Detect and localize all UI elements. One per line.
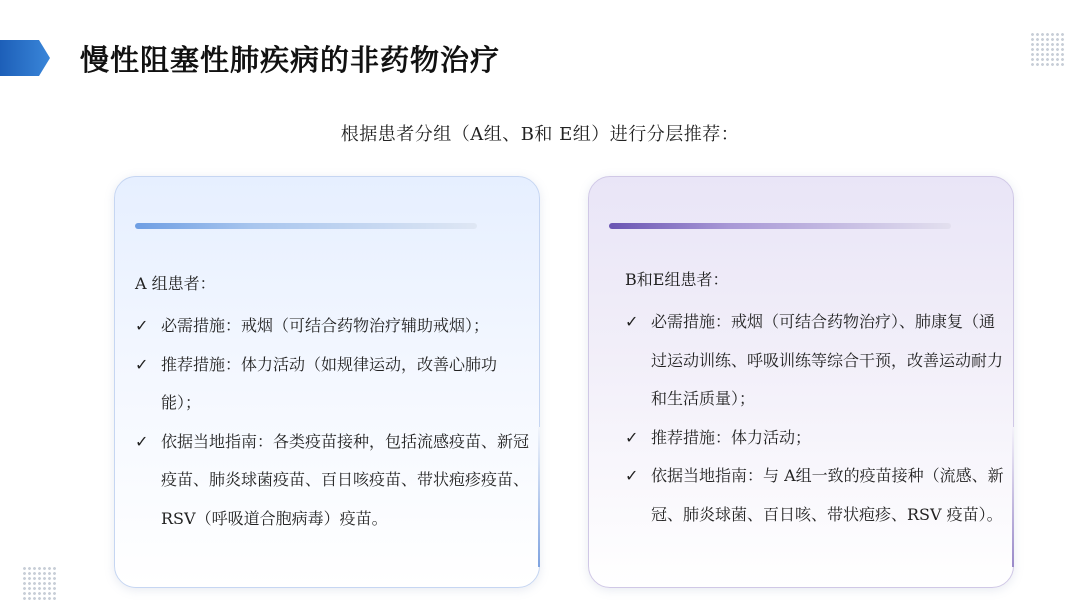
list-item — [135, 423, 535, 539]
list-item-text: 推荐措施：体力活动（如规律运动，改善心肺功能）； — [161, 354, 498, 412]
list-item — [625, 303, 1005, 419]
subtitle: 根据患者分组（A组、B和 E组）进行分层推荐： — [340, 124, 740, 145]
check-icon: ✓ — [135, 316, 149, 335]
check-icon: ✓ — [625, 466, 639, 485]
accent-bar — [135, 223, 477, 229]
dot-grid-decoration — [22, 566, 56, 600]
list-item — [625, 419, 1005, 458]
recommendation-list — [625, 303, 1005, 534]
card-heading: B和E组患者： — [625, 270, 729, 289]
list-item-text: 推荐措施：体力活动； — [651, 427, 812, 447]
title-marker — [0, 40, 50, 76]
group-be-card — [588, 176, 1014, 588]
group-a-card — [114, 176, 540, 588]
list-item-text: 依据当地指南：与 A组一致的疫苗接种（流感、新冠、肺炎球菌、百日咳、带状疱疹、RSV 疫苗）。 — [651, 466, 1004, 524]
list-item-text: 必需措施：戒烟（可结合药物治疗）、肺康复（通过运动训练、呼吸训练等综合干预，改善运动耐力和生活质量）； — [651, 312, 1004, 408]
check-icon: ✓ — [625, 312, 639, 331]
recommendation-list — [135, 307, 535, 538]
card-heading: A 组患者： — [135, 274, 216, 293]
check-icon: ✓ — [135, 431, 149, 451]
check-icon: ✓ — [625, 427, 639, 447]
dot-grid-decoration — [1030, 32, 1064, 66]
list-item — [625, 457, 1005, 534]
accent-bar — [609, 223, 951, 229]
check-icon: ✓ — [135, 354, 149, 374]
list-item-text: 必需措施：戒烟（可结合药物治疗辅助戒烟）； — [161, 316, 490, 335]
page-title: 慢性阻塞性肺疾病的非药物治疗 — [80, 43, 501, 77]
list-item — [135, 307, 535, 346]
list-item — [135, 346, 535, 423]
list-item-text: 依据当地指南：各类疫苗接种，包括流感疫苗、新冠疫苗、肺炎球菌疫苗、百日咳疫苗、带状疱疹疫苗、RSV（呼吸道合胞病毒）疫苗。 — [161, 431, 530, 528]
